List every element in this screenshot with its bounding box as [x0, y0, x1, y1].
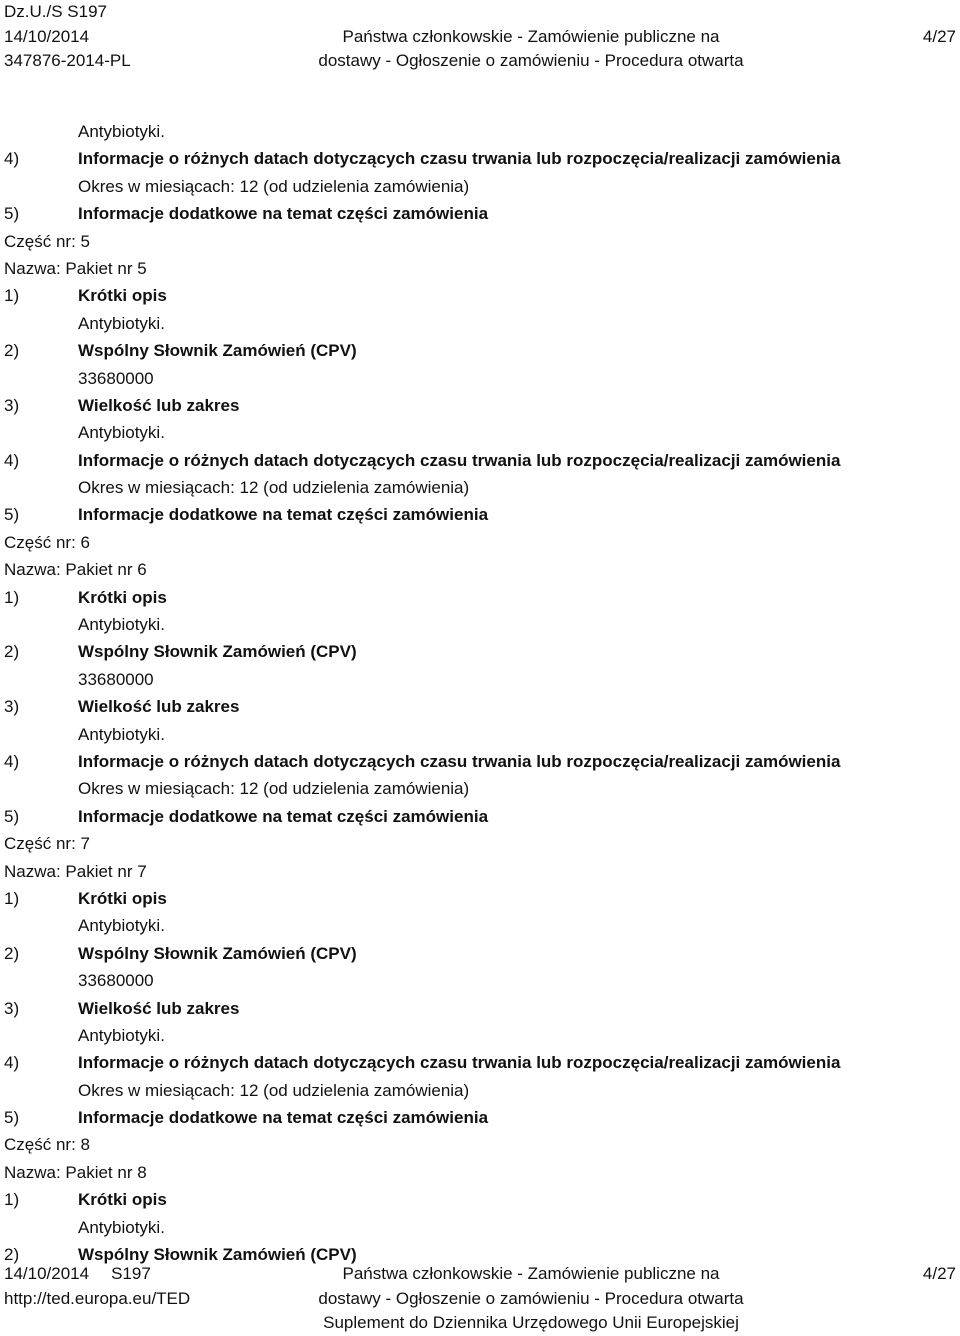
section-value-row [0, 365, 960, 392]
section-number: 3) [4, 697, 20, 717]
section-value-row [0, 474, 960, 501]
document-body [0, 118, 960, 1268]
header-left [4, 0, 131, 74]
section-heading: Informacje o różnych datach dotyczących czasu trwania lub rozpoczęcia/realizacji zamówienia [78, 1053, 841, 1073]
section-heading-row [0, 145, 960, 172]
section-value-row [0, 775, 960, 802]
part-info-row [0, 529, 960, 556]
section-value-row [0, 1022, 960, 1049]
section-heading-row [0, 392, 960, 419]
page-footer [0, 1262, 960, 1336]
section-heading: Wspólny Słownik Zamówień (CPV) [78, 642, 357, 662]
section-value: Antybiotyki. [78, 1217, 165, 1237]
section-heading: Krótki opis [78, 587, 167, 607]
section-heading-row [0, 1186, 960, 1213]
section-value: Antybiotyki. [78, 724, 165, 744]
section-heading-row [0, 693, 960, 720]
part-info-row [0, 1131, 960, 1158]
footer-date: 14/10/2014 [4, 1264, 90, 1283]
section-heading-row [0, 447, 960, 474]
header-date: 14/10/2014 [4, 26, 90, 46]
footer-page [923, 1262, 956, 1287]
part-info-row [0, 556, 960, 583]
section-number: 1) [4, 1190, 20, 1210]
section-heading: Informacje dodatkowe na temat części zamówienia [78, 505, 489, 525]
section-heading-row [0, 638, 960, 665]
section-number: 5) [4, 1108, 20, 1128]
section-number: 2) [4, 943, 20, 963]
section-heading: Wspólny Słownik Zamówień (CPV) [78, 341, 357, 361]
part-info-row [0, 255, 960, 282]
section-value: Antybiotyki. [78, 916, 165, 936]
section-value: Okres w miesiącach: 12 (od udzielenia zamówienia) [78, 1080, 470, 1100]
section-heading-row [0, 1104, 960, 1131]
section-number: 3) [4, 395, 20, 415]
section-value-row [0, 1077, 960, 1104]
footer-left [4, 1262, 204, 1311]
footer-title-line-1: Państwa członkowskie - Zamówienie publiczne na [342, 1264, 720, 1283]
section-value: Antybiotyki. [78, 423, 165, 443]
section-value: 33680000 [78, 368, 154, 388]
section-number: 1) [4, 888, 20, 908]
header-title-line-1: Państwa członkowskie - Zamówienie publiczne na [342, 26, 720, 46]
part-info: Nazwa: Pakiet nr 7 [4, 861, 147, 881]
section-value: Okres w miesiącach: 12 (od udzielenia zamówienia) [78, 478, 470, 498]
footer-url[interactable]: http://ted.europa.eu/TED [4, 1288, 191, 1308]
page-header [0, 0, 960, 74]
notice-number: 347876-2014-PL [4, 51, 131, 70]
header-page [923, 0, 956, 49]
section-number: 2) [4, 341, 20, 361]
section-heading: Informacje o różnych datach dotyczących czasu trwania lub rozpoczęcia/realizacji zamówienia [78, 751, 841, 771]
section-heading-row [0, 337, 960, 364]
section-number: 1) [4, 587, 20, 607]
section-value: Antybiotyki. [78, 615, 165, 635]
section-heading: Wielkość lub zakres [78, 697, 240, 717]
section-heading-row [0, 885, 960, 912]
section-value: Antybiotyki. [78, 1025, 165, 1045]
header-title [260, 0, 802, 74]
section-value-row [0, 611, 960, 638]
part-info-row [0, 830, 960, 857]
part-info: Część nr: 6 [4, 532, 90, 552]
section-value-row [0, 1214, 960, 1241]
section-heading-row [0, 748, 960, 775]
part-info-row [0, 228, 960, 255]
section-number: 2) [4, 1245, 20, 1265]
section-value-row [0, 173, 960, 200]
section-value-row [0, 666, 960, 693]
section-heading: Wspólny Słownik Zamówień (CPV) [78, 943, 357, 963]
section-heading-row [0, 584, 960, 611]
section-value: 33680000 [78, 971, 154, 991]
section-value-row [0, 419, 960, 446]
footer-series: S197 [111, 1264, 151, 1283]
part-info: Część nr: 8 [4, 1135, 90, 1155]
section-heading: Informacje dodatkowe na temat części zamówienia [78, 806, 489, 826]
section-number: 2) [4, 642, 20, 662]
part-info-row [0, 858, 960, 885]
section-value: Okres w miesiącach: 12 (od udzielenia zamówienia) [78, 176, 470, 196]
section-number: 4) [4, 1053, 20, 1073]
section-heading: Wielkość lub zakres [78, 395, 240, 415]
section-heading-row [0, 803, 960, 830]
journal-reference: Dz.U./S S197 [4, 2, 107, 21]
section-heading-row [0, 1049, 960, 1076]
section-number: 4) [4, 450, 20, 470]
footer-page-number: 4/27 [922, 1264, 956, 1283]
section-number: 4) [4, 751, 20, 771]
section-heading: Krótki opis [78, 286, 167, 306]
section-heading: Krótki opis [78, 888, 167, 908]
section-number: 1) [4, 286, 20, 306]
section-heading-row [0, 282, 960, 309]
section-value-row [0, 310, 960, 337]
section-heading: Informacje dodatkowe na temat części zamówienia [78, 204, 489, 224]
footer-supplement: Suplement do Dziennika Urzędowego Unii Europejskiej [323, 1313, 739, 1332]
section-heading-row [0, 501, 960, 528]
part-info-row [0, 1159, 960, 1186]
section-value: 33680000 [78, 669, 154, 689]
part-info: Nazwa: Pakiet nr 5 [4, 258, 147, 278]
section-heading-row [0, 940, 960, 967]
part-info: Nazwa: Pakiet nr 6 [4, 560, 147, 580]
section-value-row [0, 721, 960, 748]
section-heading: Informacje o różnych datach dotyczących czasu trwania lub rozpoczęcia/realizacji zamówienia [78, 450, 841, 470]
section-value-row [0, 912, 960, 939]
footer-title-line-2: dostawy - Ogłoszenie o zamówieniu - Procedura otwarta [318, 1288, 744, 1308]
section-heading: Informacje o różnych datach dotyczących czasu trwania lub rozpoczęcia/realizacji zamówienia [78, 149, 841, 169]
footer-title [260, 1262, 802, 1336]
section-value: Okres w miesiącach: 12 (od udzielenia zamówienia) [78, 779, 470, 799]
section-heading: Wspólny Słownik Zamówień (CPV) [78, 1245, 357, 1265]
header-title-line-2: dostawy - Ogłoszenie o zamówieniu - Procedura otwarta [318, 51, 744, 70]
section-value: Antybiotyki. [78, 313, 165, 333]
part-info: Część nr: 7 [4, 834, 90, 854]
section-number: 3) [4, 998, 20, 1018]
section-value: Antybiotyki. [78, 122, 165, 141]
part-info: Część nr: 5 [4, 231, 90, 251]
section-value-row [0, 967, 960, 994]
section-value-row [0, 118, 960, 145]
section-number: 5) [4, 505, 20, 525]
header-page-number: 4/27 [922, 26, 956, 46]
section-number: 5) [4, 806, 20, 826]
section-heading: Informacje dodatkowe na temat części zamówienia [78, 1108, 489, 1128]
section-heading-row [0, 200, 960, 227]
section-number: 4) [4, 149, 20, 169]
section-heading: Krótki opis [78, 1190, 167, 1210]
section-number: 5) [4, 204, 20, 224]
section-heading: Wielkość lub zakres [78, 998, 240, 1018]
part-info: Nazwa: Pakiet nr 8 [4, 1162, 147, 1182]
section-heading-row [0, 995, 960, 1022]
